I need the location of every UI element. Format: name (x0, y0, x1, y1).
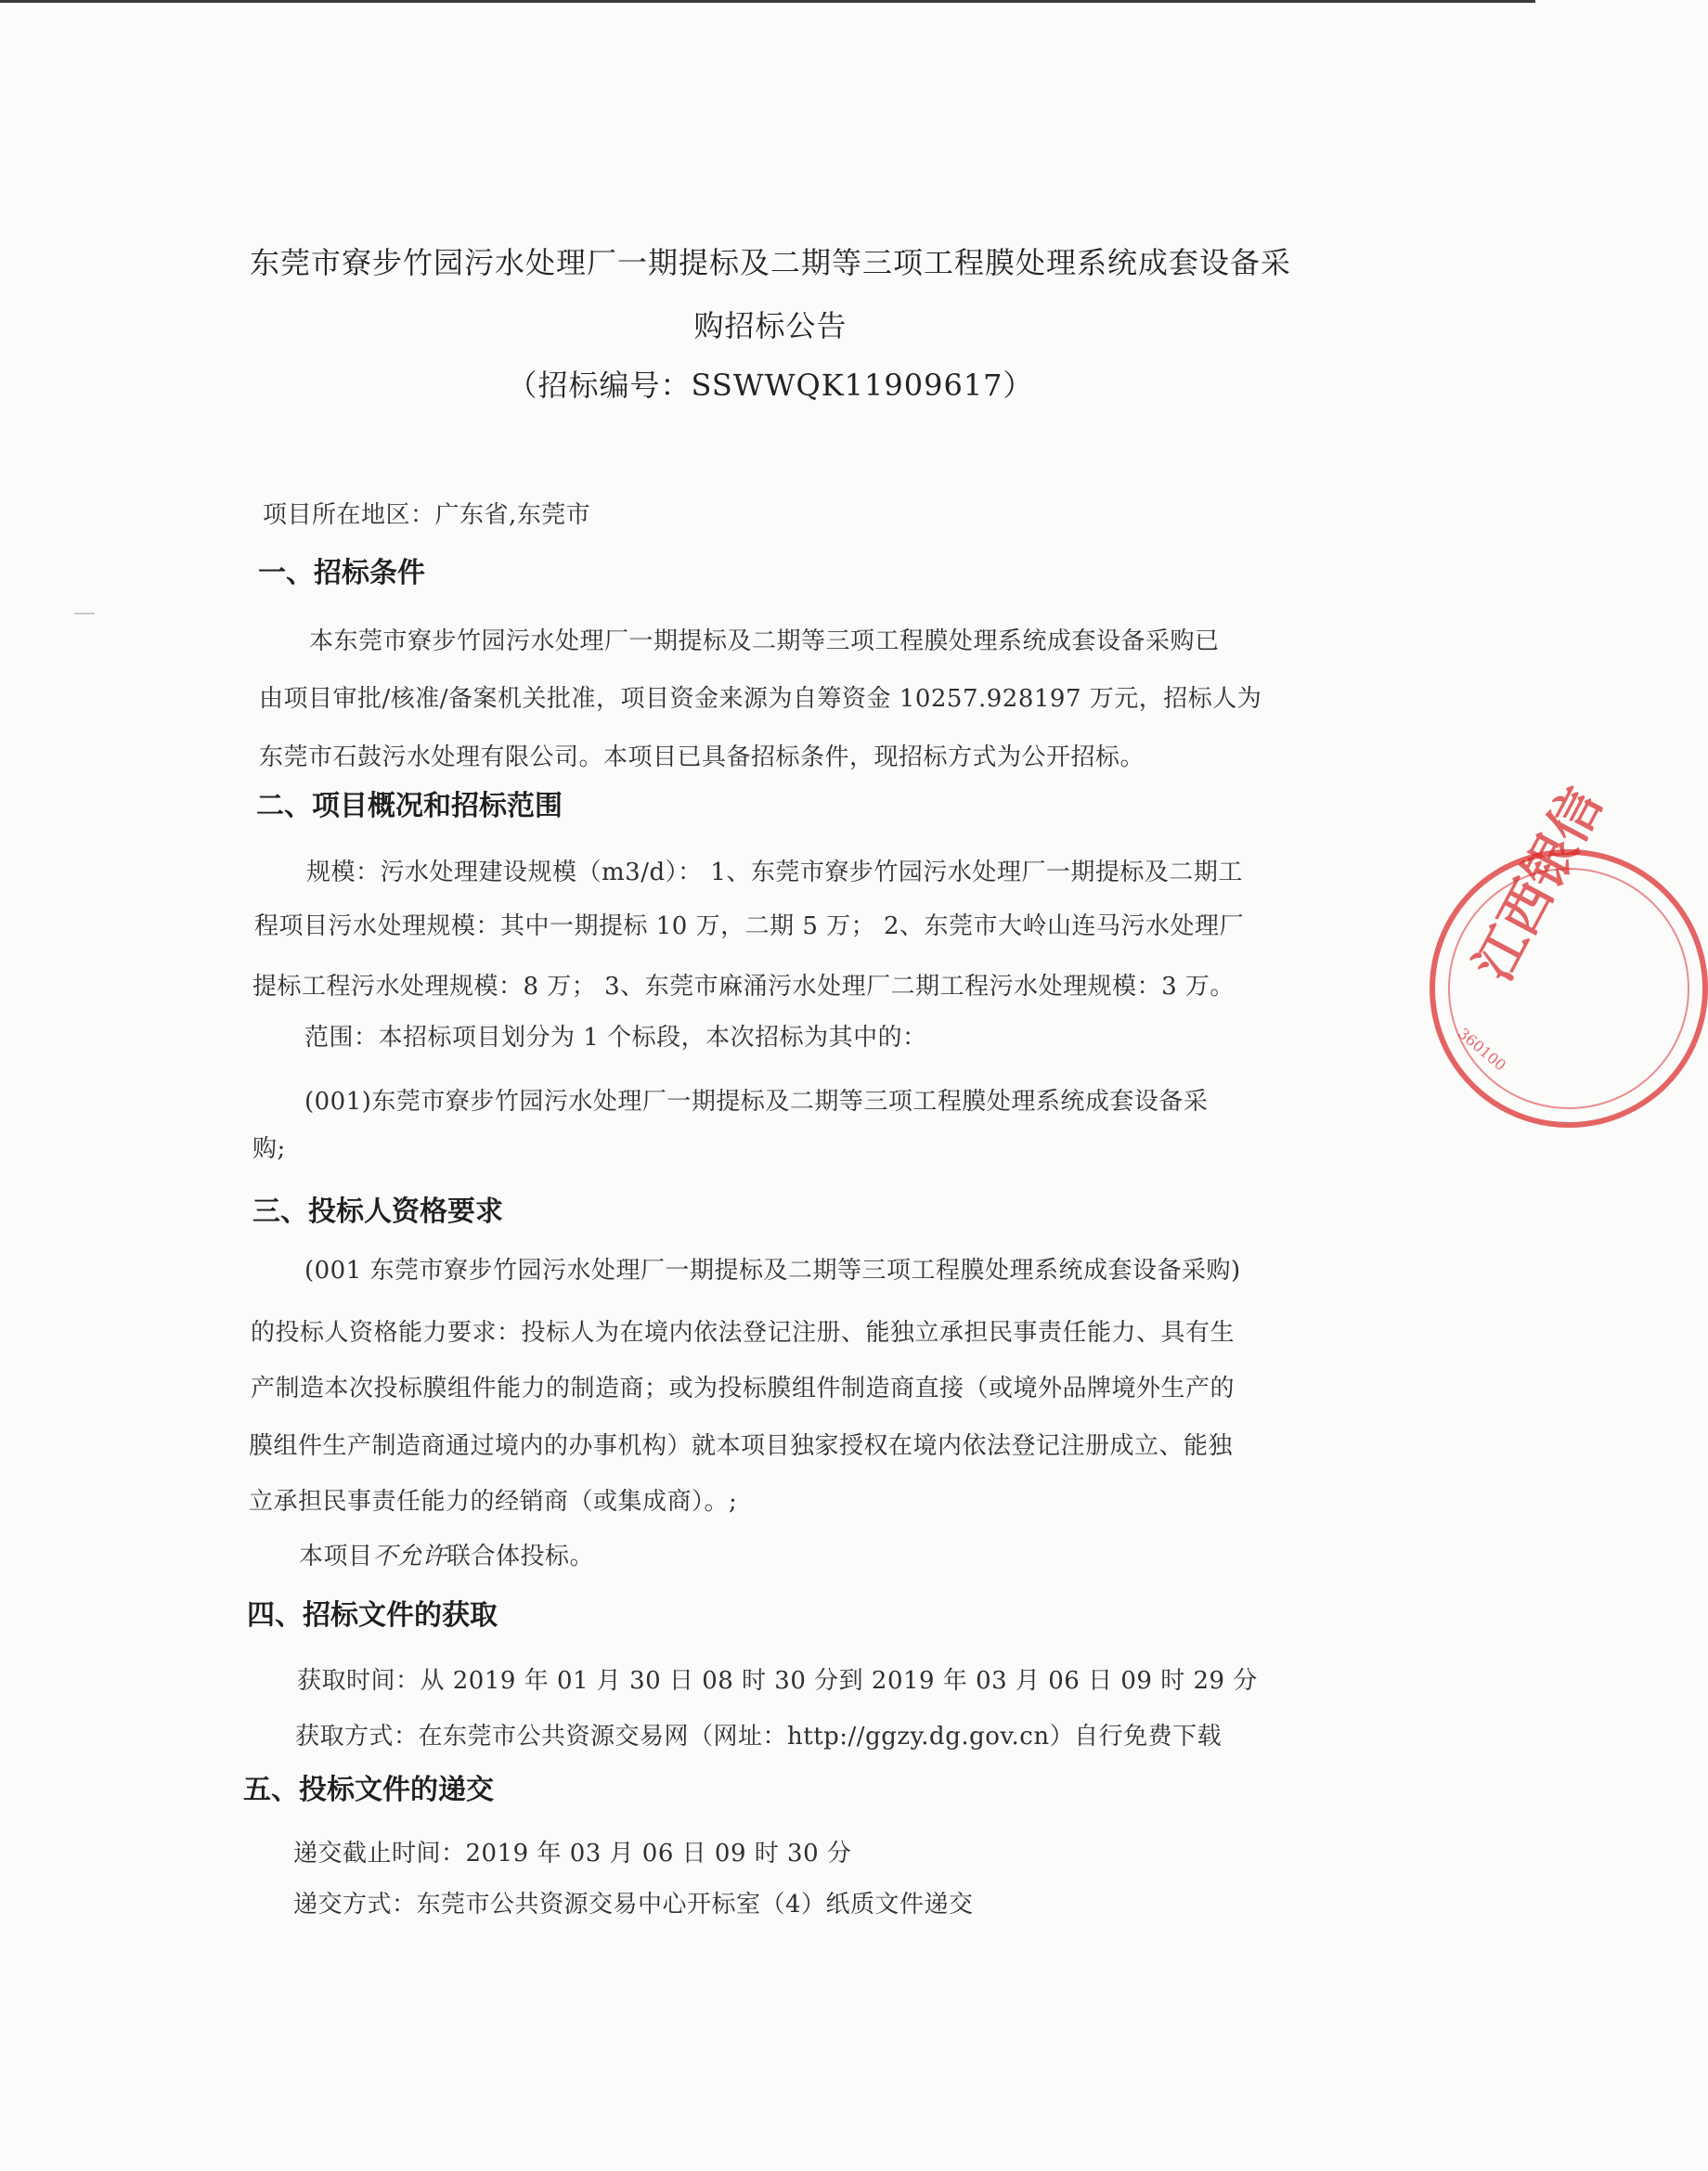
submission-method: 递交方式：东莞市公共资源交易中心开标室（4）纸质文件递交 (293, 1891, 974, 1919)
section2-line: 程项目污水处理规模：其中一期提标 10 万，二期 5 万； 2、东莞市大岭山连马污水处理厂 (254, 912, 1244, 940)
section5-heading: 五、投标文件的递交 (243, 1774, 494, 1806)
submission-deadline: 递交截止时间：2019 年 03 月 06 日 09 时 30 分 (293, 1840, 852, 1867)
section3-line: 立承担民事责任能力的经销商（或集成商）。; (249, 1488, 738, 1516)
section2-line: 规模：污水处理建设规模（m3/d）： 1、东莞市寮步竹园污水处理厂一期提标及二期工 (306, 859, 1243, 886)
company-seal (1430, 778, 1708, 1128)
section2-heading: 二、项目概况和招标范围 (256, 790, 563, 822)
scan-mark (74, 613, 95, 614)
seal-inner-ring (1448, 868, 1689, 1109)
section2-line: 提标工程污水处理规模：8 万； 3、东莞市麻涌污水处理厂二期工程污水处理规模：3 万。 (252, 973, 1235, 1001)
section2-line: 范围：本招标项目划分为 1 个标段，本次招标为其中的： (304, 1024, 927, 1052)
project-region: 项目所在地区：广东省,东莞市 (263, 501, 591, 529)
section3-line: (001 东莞市寮步竹园污水处理厂一期提标及二期等三项工程膜处理系统成套设备采购) (304, 1257, 1241, 1285)
section2-line: (001)东莞市寮步竹园污水处理厂一期提标及二期等三项工程膜处理系统成套设备采 (304, 1088, 1209, 1116)
consortium-emphasis: 不允许 (372, 1543, 447, 1570)
consortium-statement (299, 1537, 594, 1571)
tender-number: （招标编号：SSWWQK11909617） (507, 368, 1034, 403)
section2-line: 购; (252, 1135, 286, 1163)
section1-heading: 一、招标条件 (258, 557, 425, 589)
document-acquisition-time: 获取时间：从 2019 年 01 月 30 日 08 时 30 分到 2019 年 03 月 06 日 09 时 29 分 (297, 1667, 1258, 1695)
section1-line: 本东莞市寮步竹园污水处理厂一期提标及二期等三项工程膜处理系统成套设备采购已 (309, 627, 1220, 655)
section4-heading: 四、招标文件的获取 (247, 1599, 498, 1632)
page-top-edge (0, 0, 1535, 3)
document-title-line2: 购招标公告 (693, 308, 848, 343)
document-title-line1: 东莞市寮步竹园污水处理厂一期提标及二期等三项工程膜处理系统成套设备采 (249, 245, 1291, 280)
document-acquisition-method: 获取方式：在东莞市公共资源交易网（网址：http://ggzy.dg.gov.cn）自行免费下载 (295, 1723, 1223, 1751)
section3-line: 的投标人资格能力要求：投标人为在境内依法登记注册、能独立承担民事责任能力、具有生 (251, 1319, 1236, 1347)
section3-line: 膜组件生产制造商通过境内的办事机构）就本项目独家授权在境内依法登记注册成立、能独 (249, 1432, 1234, 1460)
section1-line: 东莞市石鼓污水处理有限公司。本项目已具备招标条件，现招标方式为公开招标。 (259, 743, 1145, 771)
consortium-prefix: 本项目 (299, 1543, 373, 1570)
section3-line: 产制造本次投标膜组件能力的制造商；或为投标膜组件制造商直接（或境外品牌境外生产的 (251, 1375, 1236, 1402)
consortium-suffix: 联合体投标。 (446, 1543, 595, 1570)
section3-heading: 三、投标人资格要求 (252, 1195, 503, 1228)
seal-number: 360100 (1455, 1024, 1510, 1075)
section1-line: 由项目审批/核准/备案机关批准，项目资金来源为自筹资金 10257.928197 万元，招标人为 (259, 685, 1262, 713)
seal-text: 江西银信 (1463, 778, 1615, 991)
